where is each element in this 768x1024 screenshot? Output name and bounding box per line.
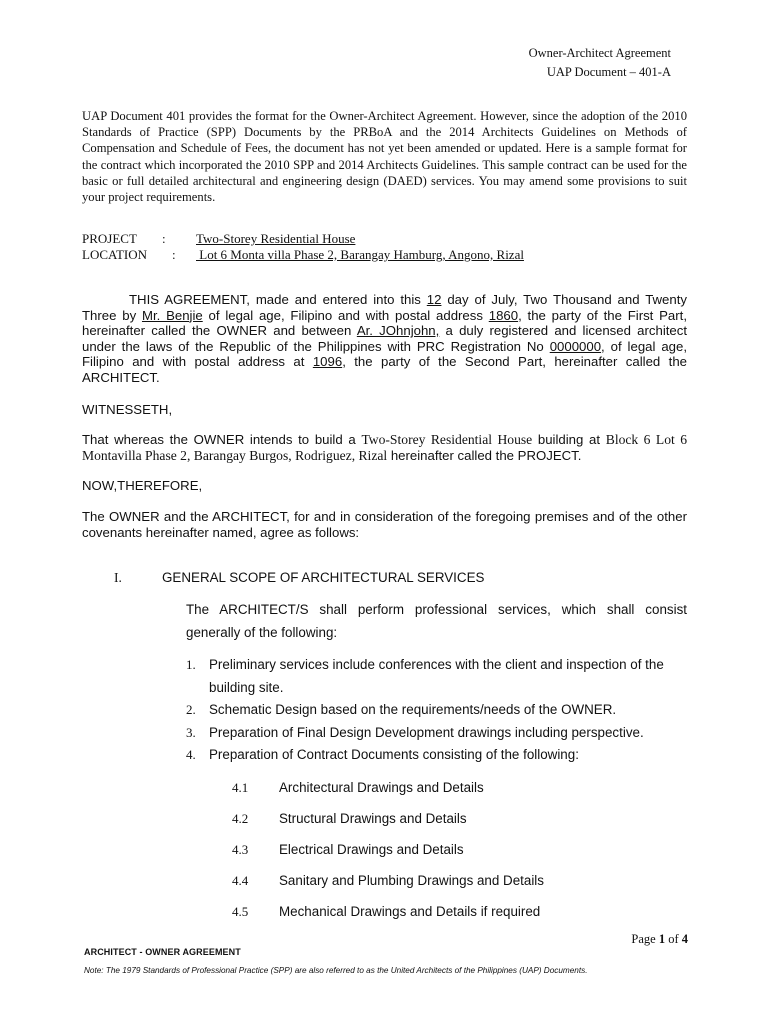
agreement-text: day of July, Two Thousand and Twenty Three by xyxy=(82,292,687,323)
page-of: of xyxy=(665,932,682,946)
prc-number: 0000000 xyxy=(549,338,602,354)
sub-list-item xyxy=(232,871,544,902)
header-title: Owner-Architect Agreement xyxy=(528,46,671,60)
sub-list-item xyxy=(232,902,544,933)
list-item xyxy=(186,722,687,745)
sub-item-number: 4.4 xyxy=(232,873,249,888)
project-label: PROJECT xyxy=(82,231,137,246)
sub-item-number: 4.5 xyxy=(232,904,249,919)
page-number xyxy=(631,932,688,947)
agreement-text: , of legal age, Filipino and with postal address at xyxy=(82,338,688,370)
project-colon: : xyxy=(162,231,166,246)
project-value: Two-Storey Residential House xyxy=(196,231,356,246)
page-label: Page xyxy=(631,932,659,946)
sub-item-text: Sanitary and Plumbing Drawings and Details xyxy=(279,873,544,888)
project-row xyxy=(82,231,524,247)
section-title: GENERAL SCOPE OF ARCHITECTURAL SERVICES xyxy=(162,570,485,585)
owner-name: Mr. Benjie xyxy=(141,307,203,323)
agreement-text: THIS AGREEMENT, made and entered into this xyxy=(129,292,427,307)
location-value: Lot 6 Monta villa Phase 2, Barangay Hamburg, Angono, Rizal xyxy=(196,247,524,262)
section-number: I. xyxy=(114,570,122,585)
list-item-number: 2. xyxy=(186,702,196,717)
list-item-text: Preparation of Final Design Development drawings including perspective. xyxy=(209,724,644,740)
list-item-number: 1. xyxy=(186,657,196,672)
whereas-paragraph xyxy=(82,432,687,463)
whereas-text: building at xyxy=(532,432,606,447)
section-heading xyxy=(114,570,484,586)
whereas-site: Block 6 Lot 6 Montavilla Phase 2, Barangay Burgos, Rodriguez, Rizal xyxy=(82,432,687,463)
sub-list-item xyxy=(232,778,544,809)
location-label: LOCATION xyxy=(82,247,147,262)
contract-documents-list xyxy=(232,778,544,933)
agreement-text: of legal age, Filipino and with postal address xyxy=(202,307,489,323)
list-item-text: Preliminary services include conferences with the client and inspection of the building site. xyxy=(209,657,664,695)
sub-item-number: 4.1 xyxy=(232,780,249,795)
footer-note: Note: The 1979 Standards of Professional Practice (SPP) are also referred to as the United Architects of the Philippines (UAP) Documents. xyxy=(84,966,588,975)
architect-name: Ar. JOhnjohn, xyxy=(356,323,440,339)
architect-postal: 1096 xyxy=(312,354,343,370)
sub-item-text: Architectural Drawings and Details xyxy=(279,780,484,795)
agreement-text: , the party of the First Part, hereinafter called the OWNER and between xyxy=(82,307,687,339)
sub-list-item xyxy=(232,840,544,871)
page-current: 1 xyxy=(658,932,666,946)
header-doc-number: UAP Document – 401-A xyxy=(546,65,671,79)
list-item-number: 4. xyxy=(186,747,196,762)
agreement-text: , the party of the Second Part, hereinafter called the ARCHITECT. xyxy=(82,354,687,385)
agreement-text: a duly registered and licensed architect under the laws of the Republic of the Philippines with PRC Registration No xyxy=(82,323,687,354)
location-row xyxy=(82,247,524,263)
whereas-text: hereinafter called the PROJECT. xyxy=(387,447,582,463)
witnesseth-heading: WITNESSETH, xyxy=(82,402,173,417)
list-item-text: Preparation of Contract Documents consisting of the following: xyxy=(209,747,579,762)
list-item xyxy=(186,654,687,699)
now-therefore-heading: NOW,THEREFORE, xyxy=(82,478,203,493)
intro-paragraph: UAP Document 401 provides the format for the Owner-Architect Agreement. However, since the adoption of the 2010 Standards of Practice (SPP) Documents by the PRBoA and the 2014 Architects Guidelines on Methods of Compensation and Schedule of Fees, the document has not yet been amended or updated. Here is a sample format for the contract which incorporated the 2010 SPP and 2014 Architects Guidelines. This sample contract can be used for the basic or full detailed architectural and engineering design (DAED) services. You may amend some provisions to suit your project requirements. xyxy=(82,109,687,205)
agreement-day: 12 xyxy=(426,292,442,307)
project-block xyxy=(82,231,524,263)
sub-list-item xyxy=(232,809,544,840)
whereas-building: Two-Storey Residential House xyxy=(361,432,533,447)
sub-item-number: 4.3 xyxy=(232,842,249,857)
sub-item-text: Mechanical Drawings and Details if required xyxy=(279,904,541,919)
section-intro: The ARCHITECT/S shall perform professional services, which shall consist generally of the following: xyxy=(186,602,687,640)
whereas-text: That whereas the OWNER intends to build a xyxy=(82,432,362,447)
list-item xyxy=(186,699,687,722)
list-item xyxy=(186,744,687,767)
page-total: 4 xyxy=(681,932,688,946)
owner-postal: 1860 xyxy=(488,307,519,323)
agreement-paragraph xyxy=(82,292,687,386)
sub-item-number: 4.2 xyxy=(232,811,249,826)
list-item-number: 3. xyxy=(186,724,196,740)
sub-item-text: Electrical Drawings and Details xyxy=(279,842,464,857)
location-colon: : xyxy=(172,247,176,262)
document-header xyxy=(529,44,671,82)
sub-item-text: Structural Drawings and Details xyxy=(279,811,467,826)
footer-title: ARCHITECT - OWNER AGREEMENT xyxy=(84,947,241,957)
consideration-paragraph: The OWNER and the ARCHITECT, for and in consideration of the foregoing premises and of the other covenants hereinafter named, agree as follows: xyxy=(82,509,687,540)
services-list xyxy=(186,654,687,767)
list-item-text: Schematic Design based on the requirements/needs of the OWNER. xyxy=(209,702,617,717)
